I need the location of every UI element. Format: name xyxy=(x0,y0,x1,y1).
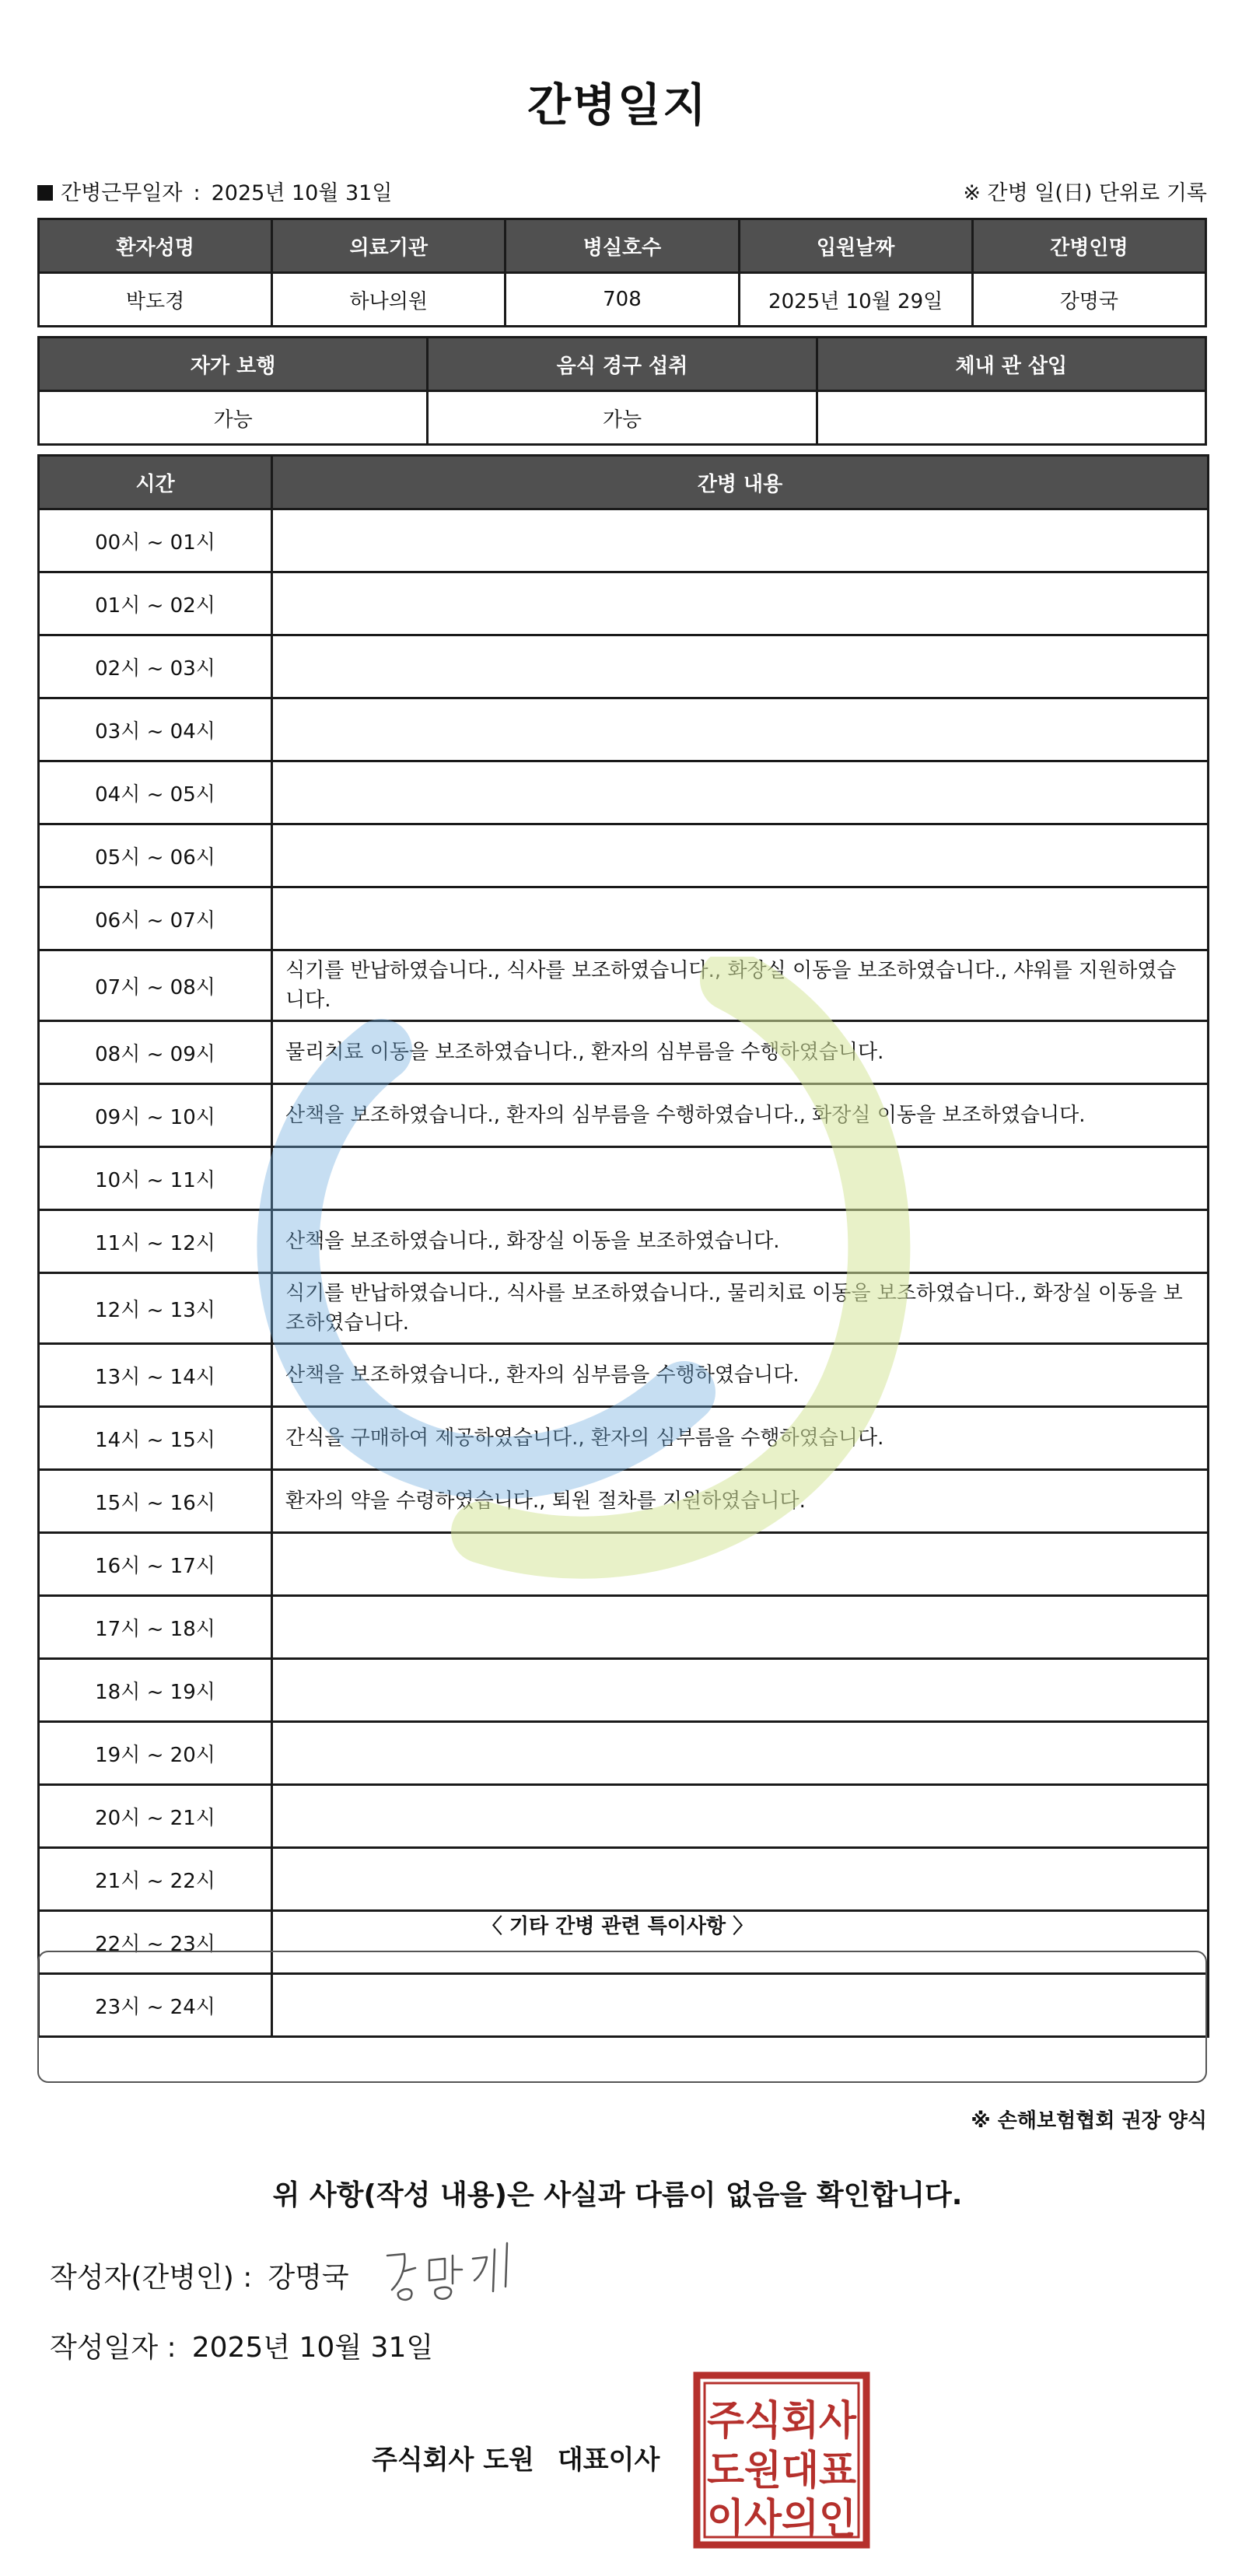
care-log-content xyxy=(272,698,1209,761)
care-log-time: 21시 ~ 22시 xyxy=(39,1848,272,1911)
care-log-time: 22시 ~ 23시 xyxy=(39,1911,272,1974)
care-log-row xyxy=(39,1210,1209,1273)
patient-info-table xyxy=(37,218,1207,327)
care-log-time: 11시 ~ 12시 xyxy=(39,1210,272,1273)
care-log-content xyxy=(272,1722,1209,1785)
care-log-row xyxy=(39,824,1209,887)
care-log-row xyxy=(39,887,1209,950)
company-line xyxy=(372,2438,659,2476)
care-log-content: 물리치료 이동을 보조하였습니다., 환자의 심부름을 수행하였습니다. xyxy=(272,1021,1209,1084)
care-log-content xyxy=(272,1785,1209,1848)
medical-institution: 하나의원 xyxy=(272,273,506,327)
seal-line-1: 주식회사 xyxy=(707,2398,857,2445)
care-log-row xyxy=(39,761,1209,824)
care-log-time: 18시 ~ 19시 xyxy=(39,1659,272,1722)
care-log-content xyxy=(272,887,1209,950)
writer-label: 작성자(간병인) : xyxy=(50,2262,253,2294)
care-log-row xyxy=(39,1407,1209,1470)
care-log-time: 23시 ~ 24시 xyxy=(39,1974,272,2037)
care-log-time: 01시 ~ 02시 xyxy=(39,572,272,635)
care-log-row xyxy=(39,1147,1209,1210)
care-log-row xyxy=(39,509,1209,572)
header-caregiver-name: 간병인명 xyxy=(972,219,1205,273)
care-log-row xyxy=(39,572,1209,635)
care-log-time: 13시 ~ 14시 xyxy=(39,1344,272,1407)
header-oral-intake: 음식 경구 섭취 xyxy=(428,338,817,391)
patient-info-value-row xyxy=(39,273,1206,327)
header-self-walking: 자가 보행 xyxy=(39,338,428,391)
care-log-content xyxy=(272,509,1209,572)
care-log-time: 14시 ~ 15시 xyxy=(39,1407,272,1470)
writer-line xyxy=(50,2256,349,2295)
company-seal-stamp xyxy=(692,2371,871,2550)
seal-line-2: 도원대표 xyxy=(707,2448,856,2494)
care-log-time: 12시 ~ 13시 xyxy=(39,1273,272,1344)
care-log-time: 06시 ~ 07시 xyxy=(39,887,272,950)
care-log-time: 00시 ~ 01시 xyxy=(39,509,272,572)
care-log-row xyxy=(39,1785,1209,1848)
written-date-line xyxy=(50,2326,433,2365)
header-care-content: 간병 내용 xyxy=(272,456,1209,509)
care-log-content: 식기를 반납하였습니다., 식사를 보조하였습니다., 물리치료 이동을 보조하였습니다., 화장실 이동을 보조하였습니다. xyxy=(272,1273,1209,1344)
ceo-title: 대표이사 xyxy=(557,2445,660,2476)
header-room-number: 병실호수 xyxy=(506,219,739,273)
care-log-time: 04시 ~ 05시 xyxy=(39,761,272,824)
care-log-row xyxy=(39,1021,1209,1084)
company-name: 주식회사 도원 xyxy=(372,2445,534,2476)
work-date xyxy=(37,176,392,206)
seal-line-3: 이사의인 xyxy=(707,2496,856,2543)
confirmation-statement: 위 사항(작성 내용)은 사실과 다름이 없음을 확인합니다. xyxy=(272,2179,963,2211)
care-log-time: 03시 ~ 04시 xyxy=(39,698,272,761)
patient-name: 박도경 xyxy=(39,273,272,327)
record-note: ※ 간병 일(日) 단위로 기록 xyxy=(963,181,1207,205)
oral-intake-value: 가능 xyxy=(428,391,817,445)
care-log-content: 식기를 반납하였습니다., 식사를 보조하였습니다., 화장실 이동을 보조하였습니다., 샤워를 지원하였습니다. xyxy=(272,950,1209,1021)
self-walking-value: 가능 xyxy=(39,391,428,445)
writer-name: 강명국 xyxy=(268,2262,349,2294)
work-date-label: 간병근무일자 xyxy=(61,181,183,205)
care-log-content: 환자의 약을 수령하였습니다., 퇴원 절차를 지원하였습니다. xyxy=(272,1470,1209,1533)
room-number: 708 xyxy=(506,273,739,327)
care-log-row xyxy=(39,635,1209,698)
notes-box xyxy=(37,1951,1207,2083)
care-log-row xyxy=(39,1848,1209,1911)
care-log-content xyxy=(272,824,1209,887)
admission-date: 2025년 10월 29일 xyxy=(739,273,972,327)
patient-ability-table xyxy=(37,336,1207,446)
written-date-label: 작성일자 : xyxy=(50,2332,177,2364)
care-log-row xyxy=(39,1344,1209,1407)
care-log-content xyxy=(272,1848,1209,1911)
care-log-body xyxy=(39,509,1209,2037)
standard-form-note: ※ 손해보험협회 권장 양식 xyxy=(971,2109,1207,2133)
care-log-time: 09시 ~ 10시 xyxy=(39,1084,272,1147)
care-log-time: 08시 ~ 09시 xyxy=(39,1021,272,1084)
work-date-separator: : xyxy=(193,181,201,205)
care-log-header-row xyxy=(39,456,1209,509)
care-log-content xyxy=(272,761,1209,824)
header-tube-insertion: 체내 관 삽입 xyxy=(817,338,1205,391)
handwritten-signature xyxy=(381,2232,521,2302)
header-admission-date: 입원날짜 xyxy=(739,219,972,273)
ability-value-row xyxy=(39,391,1206,445)
care-log-time: 15시 ~ 16시 xyxy=(39,1470,272,1533)
care-log-content xyxy=(272,572,1209,635)
header-medical-institution: 의료기관 xyxy=(272,219,506,273)
care-log-content xyxy=(272,1596,1209,1659)
care-log-row xyxy=(39,1470,1209,1533)
care-log-content xyxy=(272,1659,1209,1722)
care-log-content: 산책을 보조하였습니다., 환자의 심부름을 수행하였습니다., 화장실 이동을 보조하였습니다. xyxy=(272,1084,1209,1147)
care-log-content: 산책을 보조하였습니다., 환자의 심부름을 수행하였습니다. xyxy=(272,1344,1209,1407)
care-log-row xyxy=(39,1084,1209,1147)
care-log-row xyxy=(39,698,1209,761)
notes-title: 〈 기타 간병 관련 특이사항 〉 xyxy=(481,1915,754,1938)
patient-info-header-row xyxy=(39,219,1206,273)
work-date-value: 2025년 10월 31일 xyxy=(211,181,393,205)
care-log-content xyxy=(272,1147,1209,1210)
care-log-row xyxy=(39,950,1209,1021)
caregiver-name: 강명국 xyxy=(972,273,1205,327)
care-log-content: 간식을 구매하여 제공하였습니다., 환자의 심부름을 수행하였습니다. xyxy=(272,1407,1209,1470)
care-log-time: 10시 ~ 11시 xyxy=(39,1147,272,1210)
ability-header-row xyxy=(39,338,1206,391)
care-log-row xyxy=(39,1659,1209,1722)
care-log-content xyxy=(272,1533,1209,1596)
care-log-row xyxy=(39,1273,1209,1344)
care-log-content xyxy=(272,635,1209,698)
care-log-row xyxy=(39,1596,1209,1659)
care-log-row xyxy=(39,1533,1209,1596)
square-bullet-icon xyxy=(37,185,53,201)
care-log-time: 20시 ~ 21시 xyxy=(39,1785,272,1848)
header-patient-name: 환자성명 xyxy=(39,219,272,273)
written-date-value: 2025년 10월 31일 xyxy=(191,2332,434,2364)
care-log-content: 산책을 보조하였습니다., 화장실 이동을 보조하였습니다. xyxy=(272,1210,1209,1273)
care-log-time: 17시 ~ 18시 xyxy=(39,1596,272,1659)
header-time: 시간 xyxy=(39,456,272,509)
care-log-time: 19시 ~ 20시 xyxy=(39,1722,272,1785)
care-log-row xyxy=(39,1722,1209,1785)
care-log-time: 16시 ~ 17시 xyxy=(39,1533,272,1596)
page-title: 간병일지 xyxy=(527,79,708,131)
care-log-table xyxy=(37,454,1209,2038)
tube-insertion-value xyxy=(817,391,1205,445)
care-log-time: 07시 ~ 08시 xyxy=(39,950,272,1021)
care-log-time: 05시 ~ 06시 xyxy=(39,824,272,887)
care-log-time: 02시 ~ 03시 xyxy=(39,635,272,698)
